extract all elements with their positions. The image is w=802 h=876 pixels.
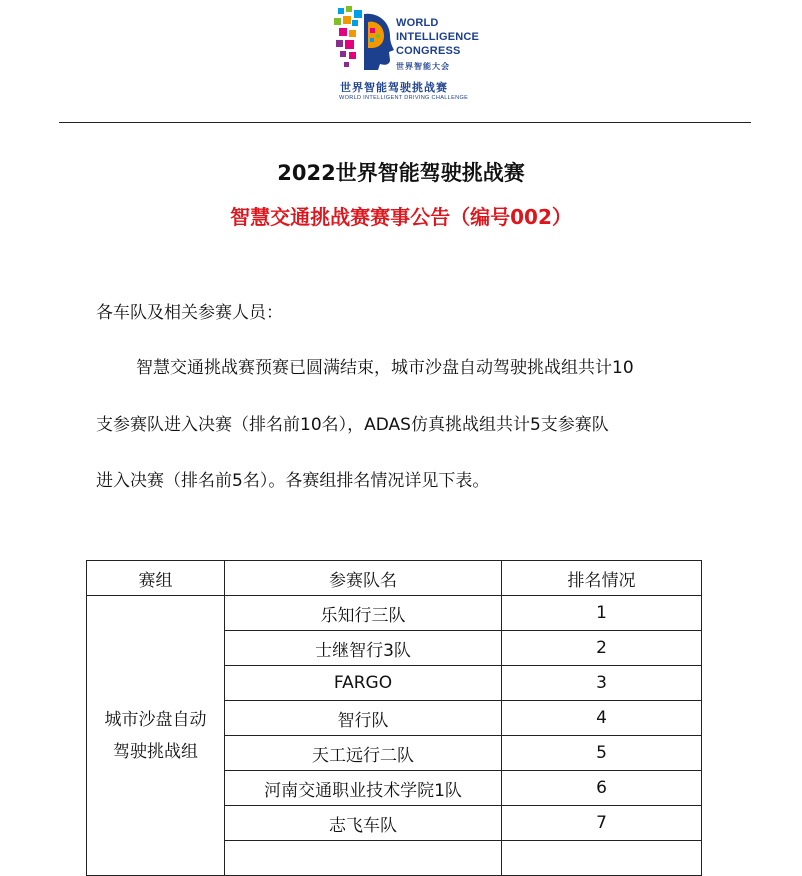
paragraph-line-2: 支参赛队进入决赛（排名前10名），ADAS仿真挑战组共计5支参赛队 (96, 415, 609, 435)
paragraph-line-3: 进入决赛（排名前5名）。各赛组排名情况详见下表。 (96, 471, 490, 491)
team-name-cell: 智行队 (225, 701, 502, 736)
team-name-cell (225, 841, 502, 876)
logo-text-driving-challenge-cn: 世界智能驾驶挑战赛 (340, 82, 448, 94)
paragraph-line-1: 智慧交通挑战赛预赛已圆满结束，城市沙盘自动驾驶挑战组共计10 (136, 358, 634, 378)
header-divider (59, 122, 751, 123)
rank-cell: 6 (502, 771, 702, 806)
pixel-head-logo-icon (334, 6, 396, 74)
team-name-cell: 天工远行二队 (225, 736, 502, 771)
group-name-line-2: 驾驶挑战组 (113, 741, 198, 762)
document-subtitle: 智慧交通挑战赛赛事公告（编号002） (230, 205, 572, 229)
rank-cell: 4 (502, 701, 702, 736)
group-cell-urban-sandbox (87, 596, 225, 876)
rank-cell (502, 841, 702, 876)
world-intelligence-congress-logo (334, 6, 484, 106)
rank-cell: 2 (502, 631, 702, 666)
logo-text-congress: CONGRESS (396, 45, 461, 57)
team-name-cell: 乐知行三队 (225, 596, 502, 631)
header-team-name: 参赛队名 (225, 561, 502, 596)
logo-text-world: WORLD (396, 17, 439, 29)
rank-cell: 7 (502, 806, 702, 841)
salutation: 各车队及相关参赛人员： (96, 303, 283, 323)
rank-cell: 1 (502, 596, 702, 631)
logo-text-chinese-congress: 世界智能大会 (396, 62, 450, 71)
team-name-cell: 士继智行3队 (225, 631, 502, 666)
document-title: 2022世界智能驾驶挑战赛 (277, 161, 525, 185)
group-name-line-1: 城市沙盘自动 (104, 709, 207, 730)
team-name-cell: 河南交通职业技术学院1队 (225, 771, 502, 806)
team-name-cell: FARGO (225, 666, 502, 701)
table-row (87, 596, 702, 631)
table-header-row (87, 561, 702, 596)
logo-text-driving-challenge-en: WORLD INTELLIGENT DRIVING CHALLENGE (339, 95, 469, 101)
team-name-cell: 志飞车队 (225, 806, 502, 841)
header-ranking: 排名情况 (502, 561, 702, 596)
rank-cell: 3 (502, 666, 702, 701)
logo-text-intelligence: INTELLIGENCE (396, 31, 480, 43)
rank-cell: 5 (502, 736, 702, 771)
ranking-table (86, 560, 702, 876)
header-group: 赛组 (87, 561, 225, 596)
